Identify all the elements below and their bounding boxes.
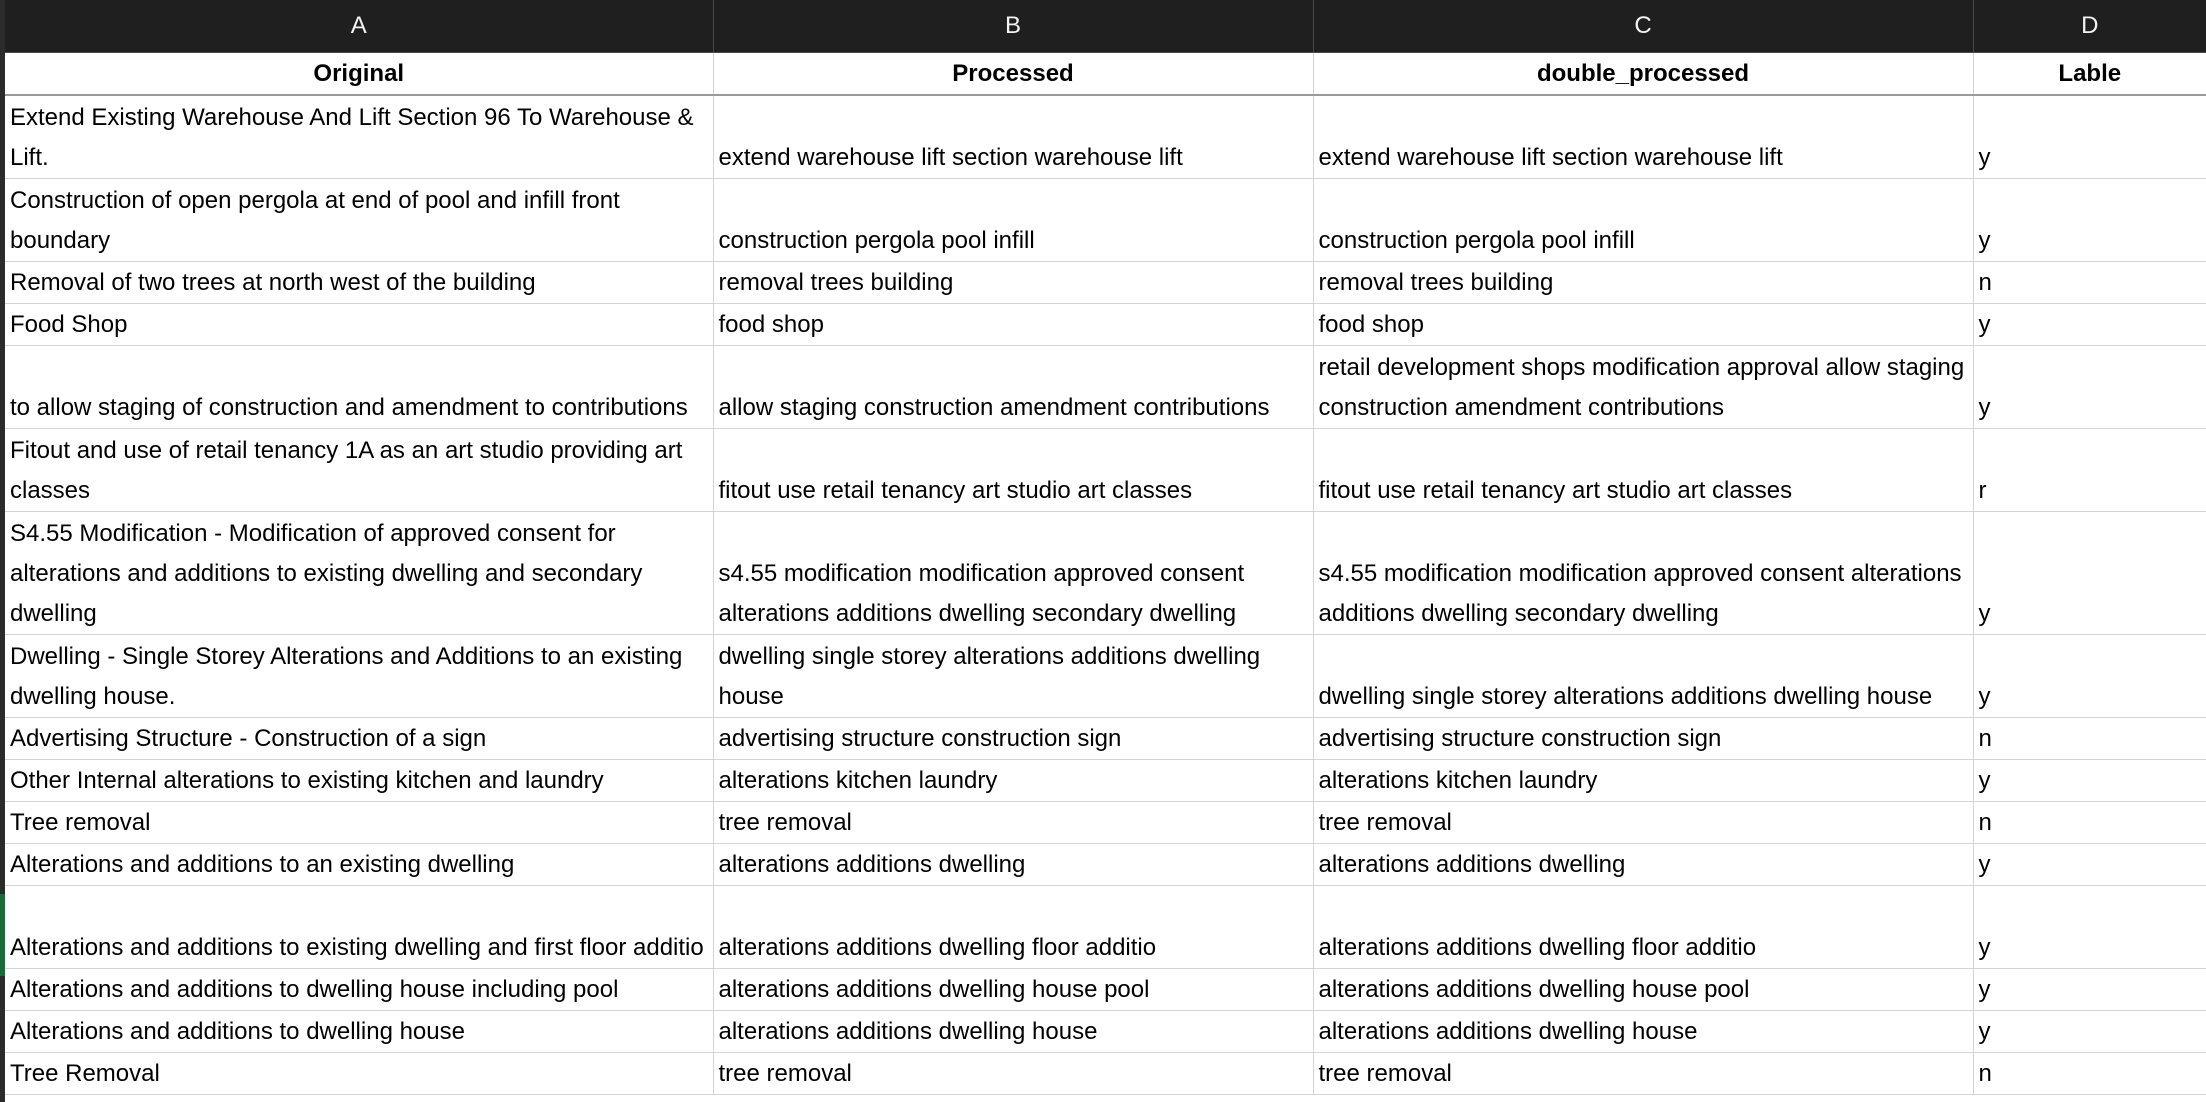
cell-processed[interactable]: advertising structure construction sign [713, 718, 1313, 760]
cell-double-processed[interactable]: alterations additions dwelling [1313, 844, 1973, 886]
data-grid [5, 0, 2206, 1095]
table-row [5, 1053, 2206, 1095]
cell-double-processed[interactable]: s4.55 modification modification approved consent alterations additions dwelling secondary dwelling [1313, 512, 1973, 635]
table-row [5, 512, 2206, 635]
cell-original[interactable]: Fitout and use of retail tenancy 1A as an art studio providing art classes [5, 429, 713, 512]
cell-original[interactable]: Extend Existing Warehouse And Lift Section 96 To Warehouse & Lift. [5, 95, 713, 179]
cell-double-processed[interactable]: alterations kitchen laundry [1313, 760, 1973, 802]
column-header-a[interactable]: A [5, 0, 713, 53]
cell-original[interactable]: Tree removal [5, 802, 713, 844]
cell-processed[interactable]: tree removal [713, 1053, 1313, 1095]
cell-processed[interactable]: alterations additions dwelling house [713, 1011, 1313, 1053]
table-header-row [5, 53, 2206, 96]
cell-label[interactable]: y [1973, 346, 2206, 429]
table-row [5, 429, 2206, 512]
cell-label[interactable]: n [1973, 1053, 2206, 1095]
column-header-row [5, 0, 2206, 53]
cell-double-processed[interactable]: alterations additions dwelling house [1313, 1011, 1973, 1053]
cell-double-processed[interactable]: alterations additions dwelling floor additio [1313, 886, 1973, 969]
header-cell-double-processed[interactable]: double_processed [1313, 53, 1973, 96]
cell-original[interactable]: Alterations and additions to dwelling house including pool [5, 969, 713, 1011]
cell-original[interactable]: Dwelling - Single Storey Alterations and Additions to an existing dwelling house. [5, 635, 713, 718]
table-row [5, 1011, 2206, 1053]
cell-processed[interactable]: allow staging construction amendment contributions [713, 346, 1313, 429]
cell-processed[interactable]: alterations additions dwelling [713, 844, 1313, 886]
cell-double-processed[interactable]: fitout use retail tenancy art studio art classes [1313, 429, 1973, 512]
cell-processed[interactable]: s4.55 modification modification approved consent alterations additions dwelling secondary dwelling [713, 512, 1313, 635]
cell-processed[interactable]: removal trees building [713, 262, 1313, 304]
cell-double-processed[interactable]: removal trees building [1313, 262, 1973, 304]
cell-processed[interactable]: extend warehouse lift section warehouse lift [713, 95, 1313, 179]
table-row [5, 304, 2206, 346]
cell-processed[interactable]: construction pergola pool infill [713, 179, 1313, 262]
table-row [5, 760, 2206, 802]
cell-original[interactable]: Alterations and additions to an existing dwelling [5, 844, 713, 886]
cell-original[interactable]: Alterations and additions to existing dwelling and first floor additio [5, 886, 713, 969]
header-cell-label[interactable]: Lable [1973, 53, 2206, 96]
cell-original[interactable]: Alterations and additions to dwelling house [5, 1011, 713, 1053]
table-row [5, 802, 2206, 844]
cell-label[interactable]: y [1973, 304, 2206, 346]
cell-original[interactable]: Other Internal alterations to existing kitchen and laundry [5, 760, 713, 802]
cell-original[interactable]: Construction of open pergola at end of pool and infill front boundary [5, 179, 713, 262]
cell-original[interactable]: Food Shop [5, 304, 713, 346]
cell-label[interactable]: r [1973, 429, 2206, 512]
table-row [5, 969, 2206, 1011]
table-row [5, 635, 2206, 718]
cell-processed[interactable]: tree removal [713, 802, 1313, 844]
cell-original[interactable]: Tree Removal [5, 1053, 713, 1095]
header-cell-original[interactable]: Original [5, 53, 713, 96]
cell-processed[interactable]: fitout use retail tenancy art studio art classes [713, 429, 1313, 512]
cell-label[interactable]: y [1973, 886, 2206, 969]
cell-double-processed[interactable]: tree removal [1313, 1053, 1973, 1095]
cell-processed[interactable]: alterations additions dwelling house pool [713, 969, 1313, 1011]
cell-label[interactable]: n [1973, 802, 2206, 844]
cell-label[interactable]: y [1973, 635, 2206, 718]
cell-double-processed[interactable]: food shop [1313, 304, 1973, 346]
cell-label[interactable]: y [1973, 1011, 2206, 1053]
column-header-b[interactable]: B [713, 0, 1313, 53]
cell-double-processed[interactable]: tree removal [1313, 802, 1973, 844]
table-row [5, 886, 2206, 969]
cell-original[interactable]: to allow staging of construction and amendment to contributions [5, 346, 713, 429]
cell-label[interactable]: y [1973, 760, 2206, 802]
cell-processed[interactable]: alterations additions dwelling floor additio [713, 886, 1313, 969]
cell-label[interactable]: y [1973, 95, 2206, 179]
cell-double-processed[interactable]: dwelling single storey alterations additions dwelling house [1313, 635, 1973, 718]
table-row [5, 262, 2206, 304]
cell-original[interactable]: Advertising Structure - Construction of a sign [5, 718, 713, 760]
table-row [5, 346, 2206, 429]
cell-processed[interactable]: dwelling single storey alterations additions dwelling house [713, 635, 1313, 718]
table-row [5, 179, 2206, 262]
cell-double-processed[interactable]: alterations additions dwelling house pool [1313, 969, 1973, 1011]
table-row [5, 95, 2206, 179]
cell-processed[interactable]: alterations kitchen laundry [713, 760, 1313, 802]
cell-double-processed[interactable]: advertising structure construction sign [1313, 718, 1973, 760]
cell-original[interactable]: Removal of two trees at north west of the building [5, 262, 713, 304]
table-row [5, 844, 2206, 886]
header-cell-processed[interactable]: Processed [713, 53, 1313, 96]
cell-original[interactable]: S4.55 Modification - Modification of approved consent for alterations and additions to existing dwelling and secondary dwelling [5, 512, 713, 635]
cell-double-processed[interactable]: retail development shops modification approval allow staging construction amendment contributions [1313, 346, 1973, 429]
cell-label[interactable]: y [1973, 844, 2206, 886]
cell-label[interactable]: y [1973, 512, 2206, 635]
cell-label[interactable]: n [1973, 718, 2206, 760]
cell-processed[interactable]: food shop [713, 304, 1313, 346]
cell-label[interactable]: y [1973, 179, 2206, 262]
cell-double-processed[interactable]: construction pergola pool infill [1313, 179, 1973, 262]
column-header-d[interactable]: D [1973, 0, 2206, 53]
cell-double-processed[interactable]: extend warehouse lift section warehouse lift [1313, 95, 1973, 179]
column-header-c[interactable]: C [1313, 0, 1973, 53]
selected-row-marker [0, 894, 5, 976]
cell-label[interactable]: n [1973, 262, 2206, 304]
table-row [5, 718, 2206, 760]
cell-label[interactable]: y [1973, 969, 2206, 1011]
